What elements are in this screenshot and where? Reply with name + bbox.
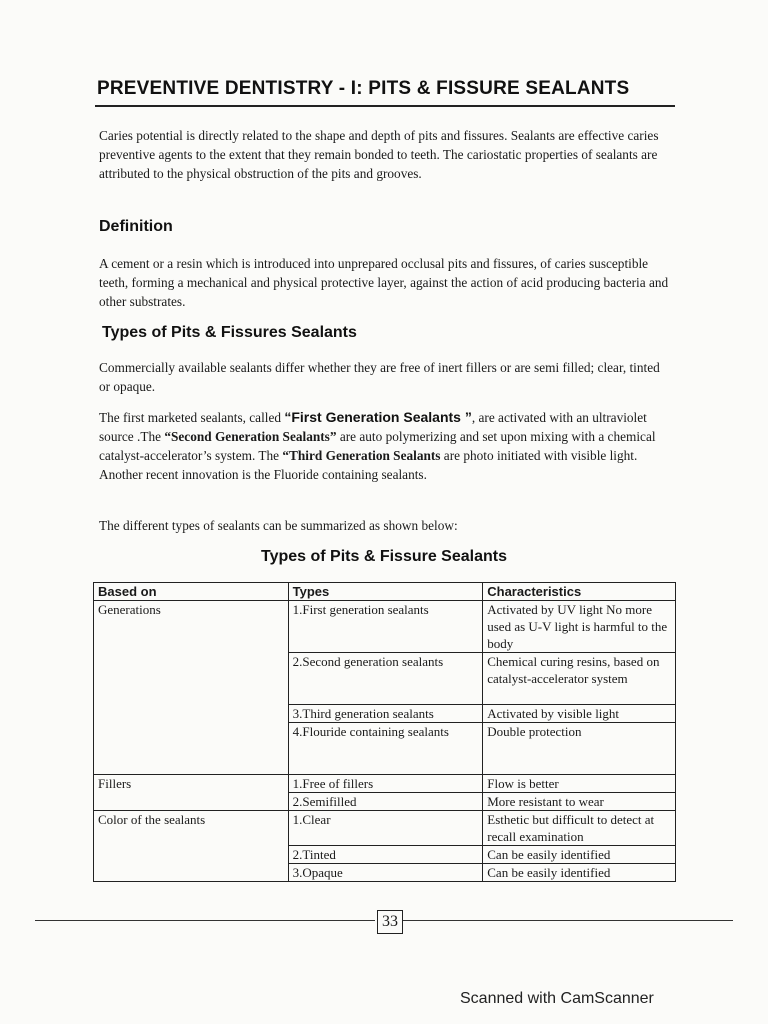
types-heading: Types of Pits & Fissures Sealants xyxy=(102,324,357,341)
characteristics-cell: Esthetic but difficult to detect at recall examination xyxy=(483,811,676,846)
first-generation-term: “First Generation Sealants ” xyxy=(284,409,472,425)
type-cell: 1.First generation sealants xyxy=(288,601,483,653)
generations-text-3: are auto polymerizing and set upon mixing with a chemical catalyst-accelerator’s system. The xyxy=(99,429,656,463)
type-cell: 3.Opaque xyxy=(288,864,483,882)
generations-text-2: , are activated with an ultraviolet source .The xyxy=(99,410,647,444)
type-cell: 2.Tinted xyxy=(288,846,483,864)
table-row xyxy=(94,775,676,793)
header-types: Types xyxy=(288,583,483,601)
characteristics-cell: Can be easily identified xyxy=(483,846,676,864)
page-number: 33 xyxy=(377,910,403,934)
summary-sentence: The different types of sealants can be summarized as shown below: xyxy=(99,518,458,533)
characteristics-cell: Activated by visible light xyxy=(483,705,676,723)
second-generation-term: “Second Generation Sealants” xyxy=(164,429,337,444)
type-cell: 2.Semifilled xyxy=(288,793,483,811)
type-cell: 1.Clear xyxy=(288,811,483,846)
type-cell: 1.Free of fillers xyxy=(288,775,483,793)
page-title: PREVENTIVE DENTISTRY - I: PITS & FISSURE SEALANTS xyxy=(97,78,630,99)
group-color: Color of the sealants xyxy=(94,811,289,882)
definition-heading: Definition xyxy=(99,218,173,235)
title-underline xyxy=(95,105,675,107)
table-header-row xyxy=(94,583,676,601)
characteristics-cell: Activated by UV light No more used as U-V light is harmful to the body xyxy=(483,601,676,653)
type-cell: 3.Third generation sealants xyxy=(288,705,483,723)
header-characteristics: Characteristics xyxy=(483,583,676,601)
characteristics-cell: More resistant to wear xyxy=(483,793,676,811)
footer-rule-left xyxy=(35,920,375,921)
characteristics-cell: Chemical curing resins, based on catalyst-accelerator system xyxy=(483,653,676,705)
group-fillers: Fillers xyxy=(94,775,289,811)
footer-rule-right xyxy=(403,920,733,921)
definition-text: A cement or a resin which is introduced into unprepared occlusal pits and fissures, of caries susceptible teeth, forming a mechanical and physical protective layer, against the action of acid producing bacteria and other substrates. xyxy=(99,256,669,309)
table-row xyxy=(94,601,676,653)
group-generations: Generations xyxy=(94,601,289,775)
intro-paragraph: Caries potential is directly related to the shape and depth of pits and fissures. Sealants are effective caries preventive agents to the extent that they remain bonded to teeth. The cariostatic properties of sealants are attributed to the physical obstruction of the pits and grooves. xyxy=(99,128,659,181)
types-paragraph: Commercially available sealants differ whether they are free of inert fillers or are semi filled; clear, tinted or opaque. xyxy=(99,360,660,394)
type-cell: 4.Flouride containing sealants xyxy=(288,723,483,775)
type-cell: 2.Second generation sealants xyxy=(288,653,483,705)
third-generation-term: “Third Generation Sealants xyxy=(282,448,441,463)
characteristics-cell: Double protection xyxy=(483,723,676,775)
generations-text-4: are photo initiated with visible light. Another recent innovation is the Fluoride containing sealants. xyxy=(99,448,638,482)
generations-text-1: The first marketed sealants, called xyxy=(99,410,285,425)
characteristics-cell: Can be easily identified xyxy=(483,864,676,882)
table-caption: Types of Pits & Fissure Sealants xyxy=(260,548,507,565)
camscanner-watermark: Scanned with CamScanner xyxy=(460,990,654,1007)
characteristics-cell: Flow is better xyxy=(483,775,676,793)
table-row xyxy=(94,811,676,846)
generations-paragraph xyxy=(99,408,669,484)
sealants-table xyxy=(93,582,676,882)
header-based-on: Based on xyxy=(94,583,289,601)
